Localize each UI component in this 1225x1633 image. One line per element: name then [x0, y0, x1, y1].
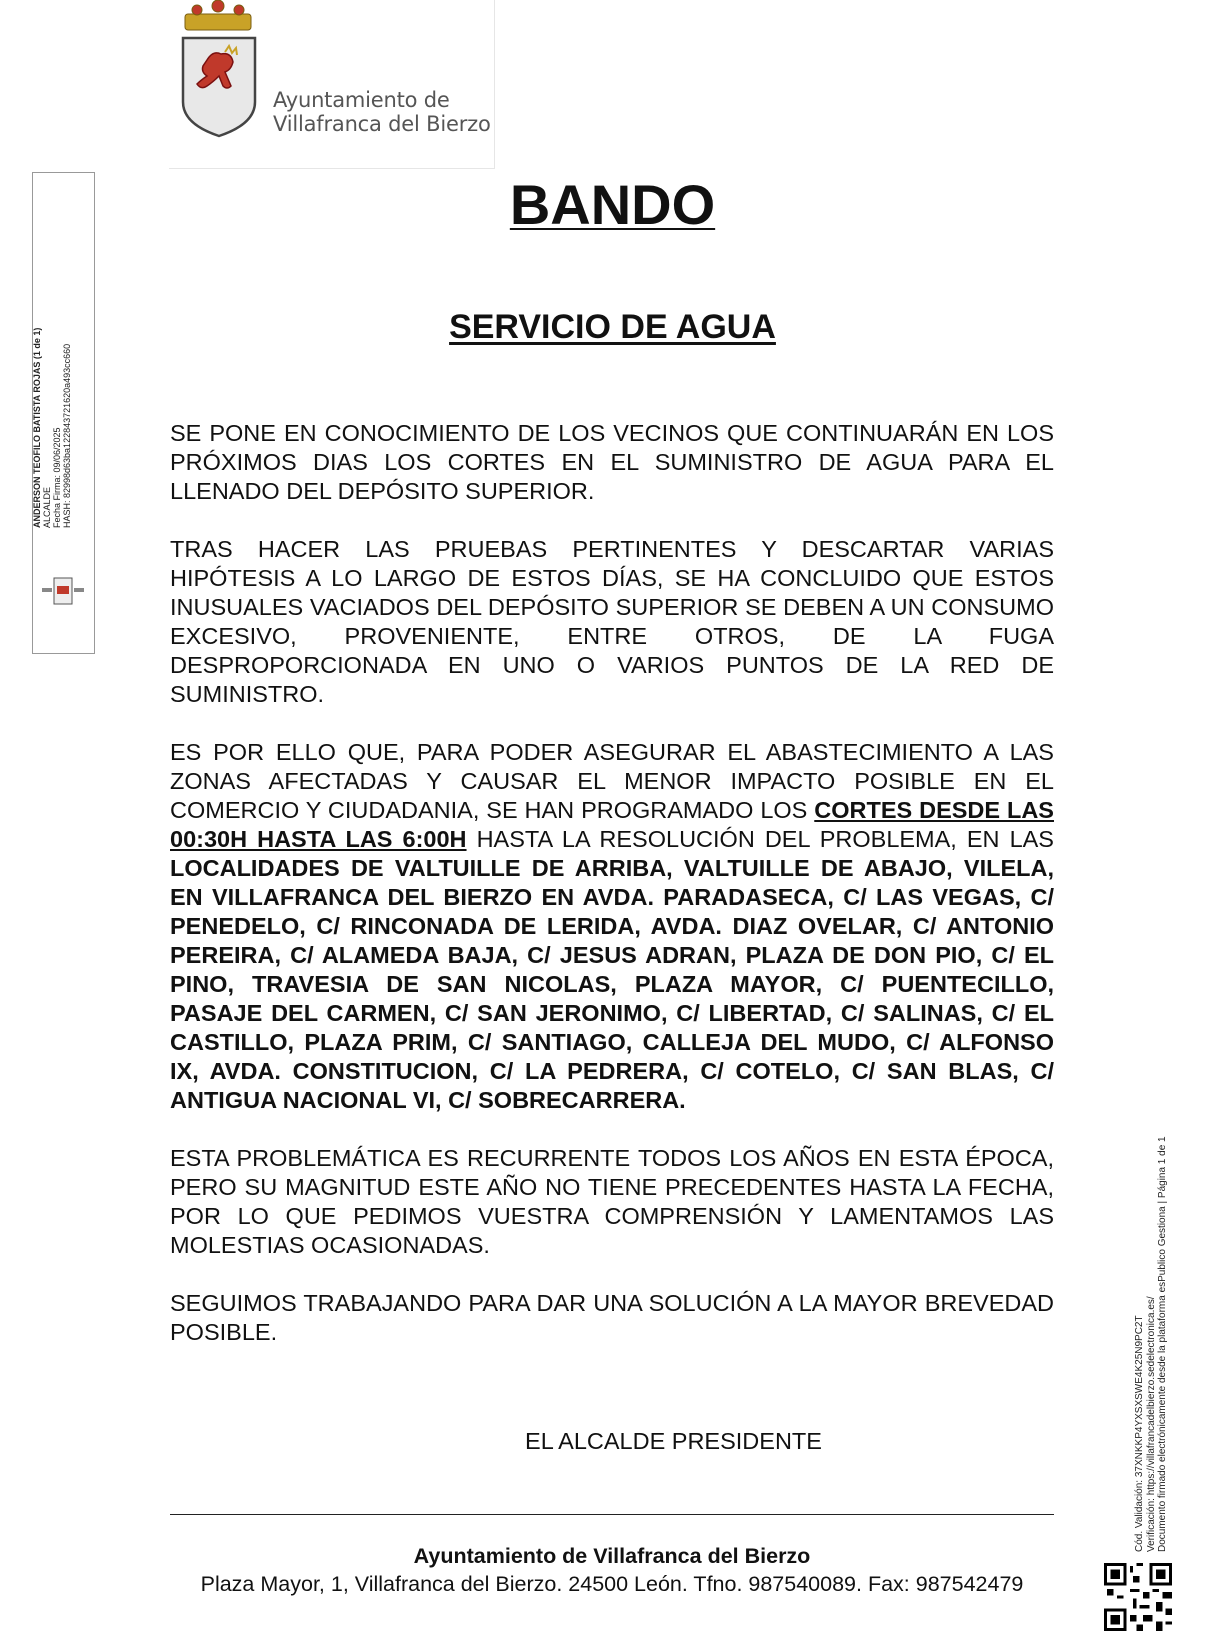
- qr-code-icon[interactable]: [1104, 1563, 1172, 1631]
- signer-name: ANDERSON TEOFILO BATISTA ROJAS (1 de 1): [32, 327, 42, 528]
- verification-note: Documento firmado electrónicamente desde la plataforma esPublico Gestiona | Página 1 de 1: [1157, 1136, 1168, 1552]
- header-logo: [169, 0, 495, 169]
- logo-text: [273, 88, 491, 136]
- signer-title: EL ALCALDE PRESIDENTE: [525, 1428, 822, 1454]
- verification-text: [1134, 1032, 1169, 1552]
- schedule-highlight: CORTES DESDE LAS 00:30H HASTA LAS 6:00H: [170, 797, 1054, 852]
- footer-org-name: Ayuntamiento de Villafranca del Bierzo: [413, 1544, 811, 1568]
- logo-line-2: Villafranca del Bierzo: [273, 112, 491, 136]
- signature-seal-icon: [40, 576, 86, 606]
- document-body: [170, 419, 1054, 1347]
- paragraph-3-middle: HASTA LA RESOLUCIÓN DEL PROBLEMA, EN LAS: [466, 826, 1054, 852]
- logo-line-1: Ayuntamiento de: [273, 88, 450, 112]
- document-title: BANDO: [509, 173, 716, 236]
- footer-address: Plaza Mayor, 1, Villafranca del Bierzo. 24500 León. Tfno. 987540089. Fax: 987542479: [200, 1572, 1024, 1596]
- coat-of-arms-icon: [177, 0, 267, 140]
- affected-streets: LOCALIDADES DE VALTUILLE DE ARRIBA, VALTUILLE DE ABAJO, VILELA, EN VILLAFRANCA DEL BIERZO EN AVDA. PARADASECA, C/ LAS VEGAS, C/ PENEDELO, C/ RINCONADA DE LERIDA, AVDA. DIAZ OVELAR, C/ ANTONIO PEREIRA, C/ ALAMEDA BAJA, C/ JESUS ADRAN, PLAZA DE DON PIO, C/ EL PINO, TRAVESIA DE SAN NICOLAS, PLAZA MAYOR, C/ PUENTECILLO, PASAJE DEL CARMEN, C/ SAN JERONIMO, C/ LIBERTAD, C/ SALINAS, C/ EL CASTILLO, PLAZA PRIM, C/ SANTIAGO, CALLEJA DEL MUDO, C/ ALFONSO IX, AVDA. CONSTITUCION, C/ LA PEDRERA, C/ COTELO, C/ SAN BLAS, C/ ANTIGUA NACIONAL VI, C/ SOBRECARRERA.: [170, 855, 1054, 1113]
- paragraph-1: SE PONE EN CONOCIMIENTO DE LOS VECINOS QUE CONTINUARÁN EN LOS PRÓXIMOS DIAS LOS CORTES EN EL SUMINISTRO DE AGUA PARA EL LLENADO DEL DEPÓSITO SUPERIOR.: [170, 420, 1054, 504]
- signature-date: Fecha Firma: 09/06/2025: [52, 427, 62, 528]
- paragraph-3-intro: ES POR ELLO QUE, PARA PODER ASEGURAR EL ABASTECIMIENTO A LAS ZONAS AFECTADAS Y CAUSAR EL MENOR IMPACTO POSIBLE EN EL COMERCIO Y CIUDADANIA, SE HAN PROGRAMADO LOS: [170, 739, 1054, 823]
- paragraph-4: ESTA PROBLEMÁTICA ES RECURRENTE TODOS LOS AÑOS EN ESTA ÉPOCA, PERO SU MAGNITUD ESTE AÑO NO TIENE PRECEDENTES HASTA LA FECHA, POR LO QUE PEDIMOS VUESTRA COMPRENSIÓN Y LAMENTAMOS LAS MOLESTIAS OCASIONADAS.: [170, 1145, 1054, 1258]
- document-subtitle: SERVICIO DE AGUA: [449, 308, 776, 346]
- paragraph-2: TRAS HACER LAS PRUEBAS PERTINENTES Y DESCARTAR VARIAS HIPÓTESIS A LO LARGO DE ESTOS DÍAS, SE HA CONCLUIDO QUE ESTOS INUSUALES VACIADOS DEL DEPÓSITO SUPERIOR SE DEBEN A UN CONSUMO EXCESIVO, PROVENIENTE, ENTRE OTROS, DE LA FUGA DESPROPORCIONADA EN UNO O VARIOS PUNTOS DE LA RED DE SUMINISTRO.: [170, 536, 1054, 707]
- validation-code: Cód. Validación: 37XNKKP4YXSXSWE4K25N9PC2T: [1134, 1315, 1145, 1552]
- paragraph-3: [170, 738, 1054, 1115]
- footer-divider: [170, 1514, 1054, 1515]
- paragraph-5: SEGUIMOS TRABAJANDO PARA DAR UNA SOLUCIÓN A LA MAYOR BREVEDAD POSIBLE.: [170, 1290, 1054, 1345]
- signature-hash: HASH: 82998d63ba122843721620a493cc660: [62, 343, 72, 528]
- signer-role: ALCALDE: [42, 486, 52, 528]
- verification-url[interactable]: Verificación: https://villafrancadelbierzo.sedelectronica.es/: [1145, 1296, 1157, 1552]
